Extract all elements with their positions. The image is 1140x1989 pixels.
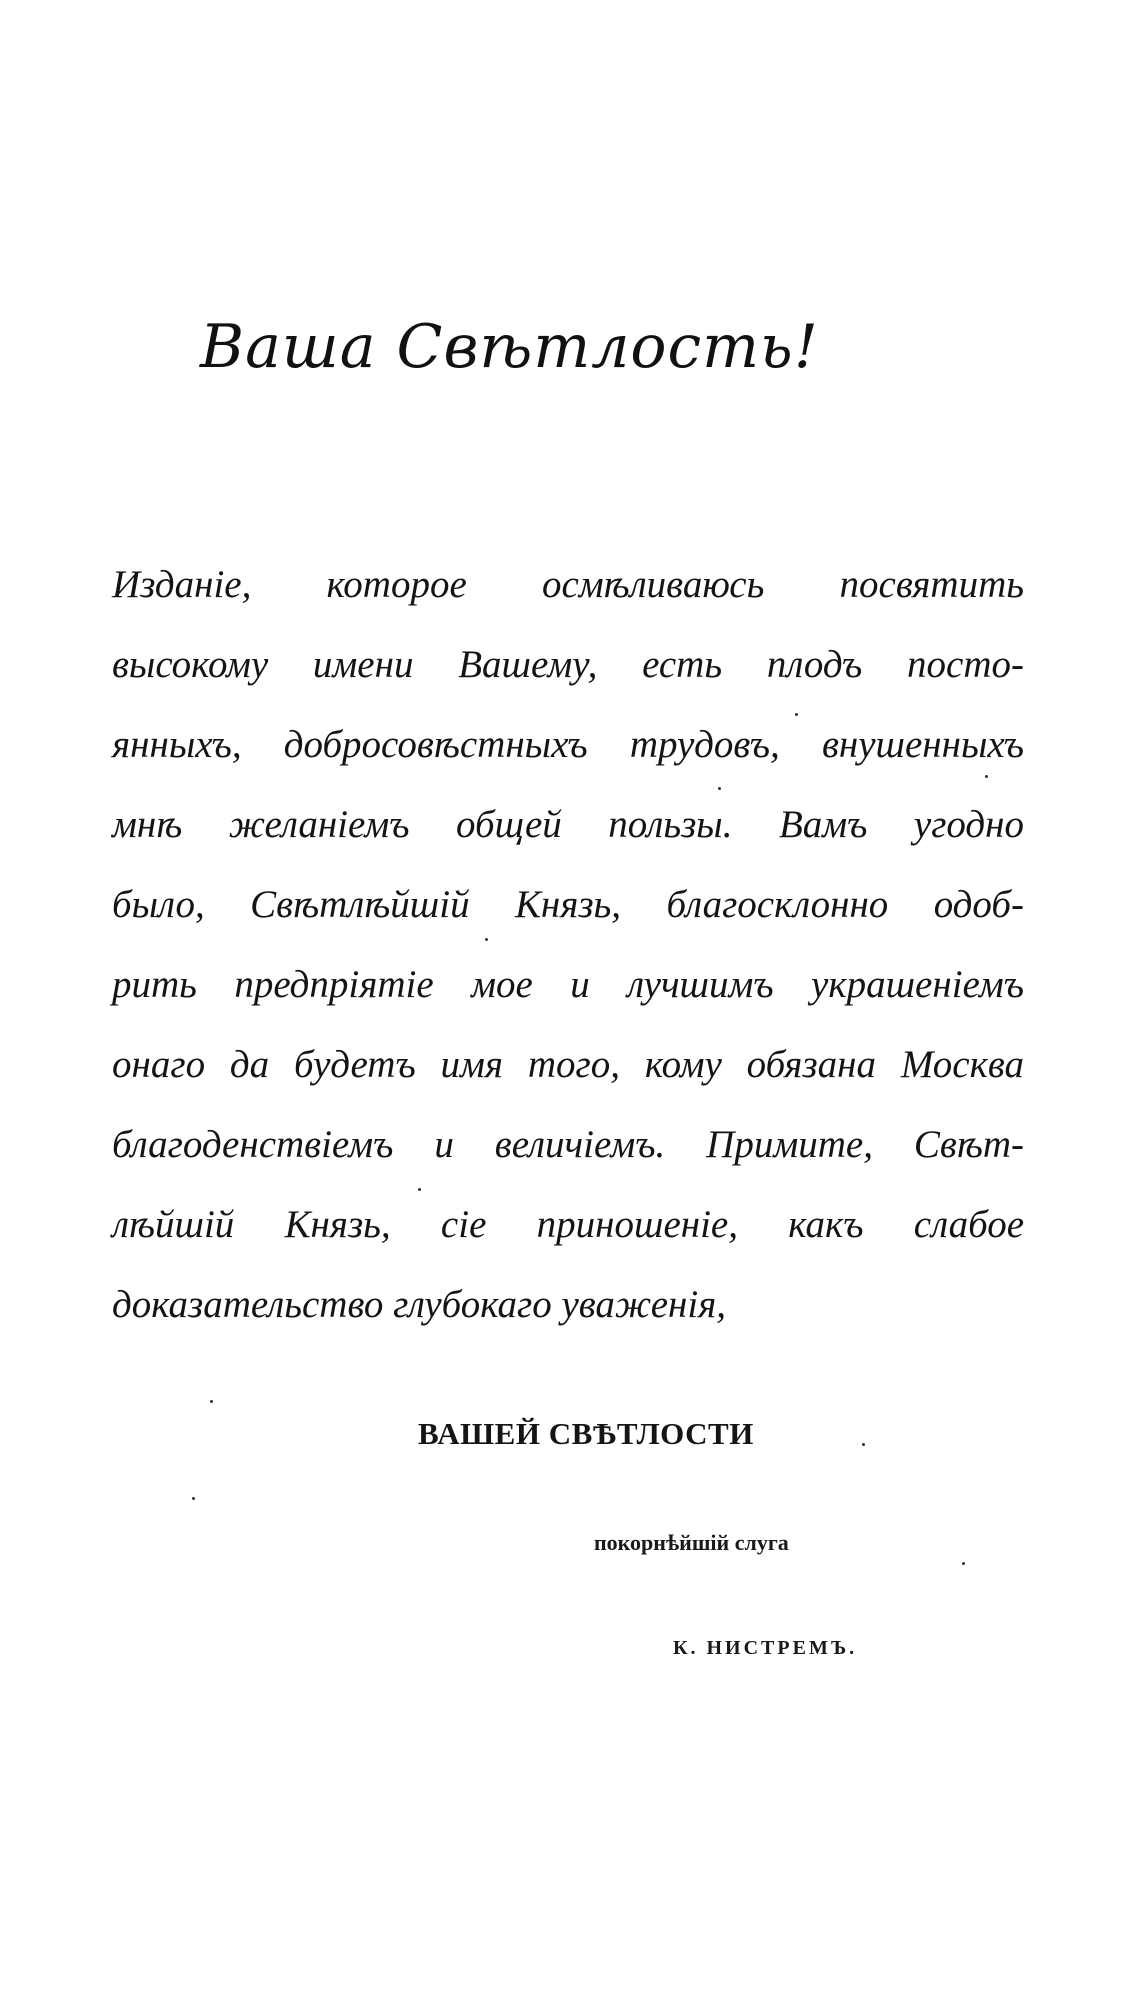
print-speck — [192, 1497, 195, 1500]
signature-title: ВАШЕЙ СВѢТЛОСТИ — [418, 1416, 754, 1451]
print-speck — [962, 1562, 965, 1565]
text-line: высокому имени Вашему, есть плодъ посто- — [112, 643, 1024, 686]
print-speck — [862, 1443, 865, 1446]
text-line: Изданіе, которое осмѣливаюсь посвятить — [112, 563, 1024, 606]
text-line: рить предпріятіе мое и лучшимъ украшеніемъ — [112, 963, 1024, 1006]
text-line: онаго да будетъ имя того, кому обязана Москва — [112, 1043, 1024, 1086]
print-speck — [718, 787, 721, 790]
text-line: благоденствіемъ и величіемъ. Примите, Свѣт- — [112, 1123, 1024, 1166]
text-line: мнѣ желаніемъ общей пользы. Вамъ угодно — [112, 803, 1024, 846]
print-speck — [795, 713, 798, 716]
signature-name: К. НИСТРЕМЪ. — [673, 1637, 858, 1659]
print-speck — [985, 775, 988, 778]
print-speck — [418, 1188, 421, 1191]
text-line: доказательство глубокаго уваженія, — [112, 1283, 727, 1326]
dedication-salutation: Ваша Свѣтлость! — [200, 312, 819, 382]
text-line: янныхъ, добросовѣстныхъ трудовъ, внушенныхъ — [112, 723, 1024, 766]
dedication-text — [112, 545, 1024, 1345]
text-line: лѣйшій Князь, сіе приношеніе, какъ слабое — [112, 1203, 1024, 1246]
print-speck — [485, 938, 488, 941]
signature-servant: покорнѣйшій слуга — [594, 1530, 789, 1555]
print-speck — [210, 1400, 213, 1403]
text-line: было, Свѣтлѣйшій Князь, благосклонно одоб- — [112, 883, 1024, 926]
